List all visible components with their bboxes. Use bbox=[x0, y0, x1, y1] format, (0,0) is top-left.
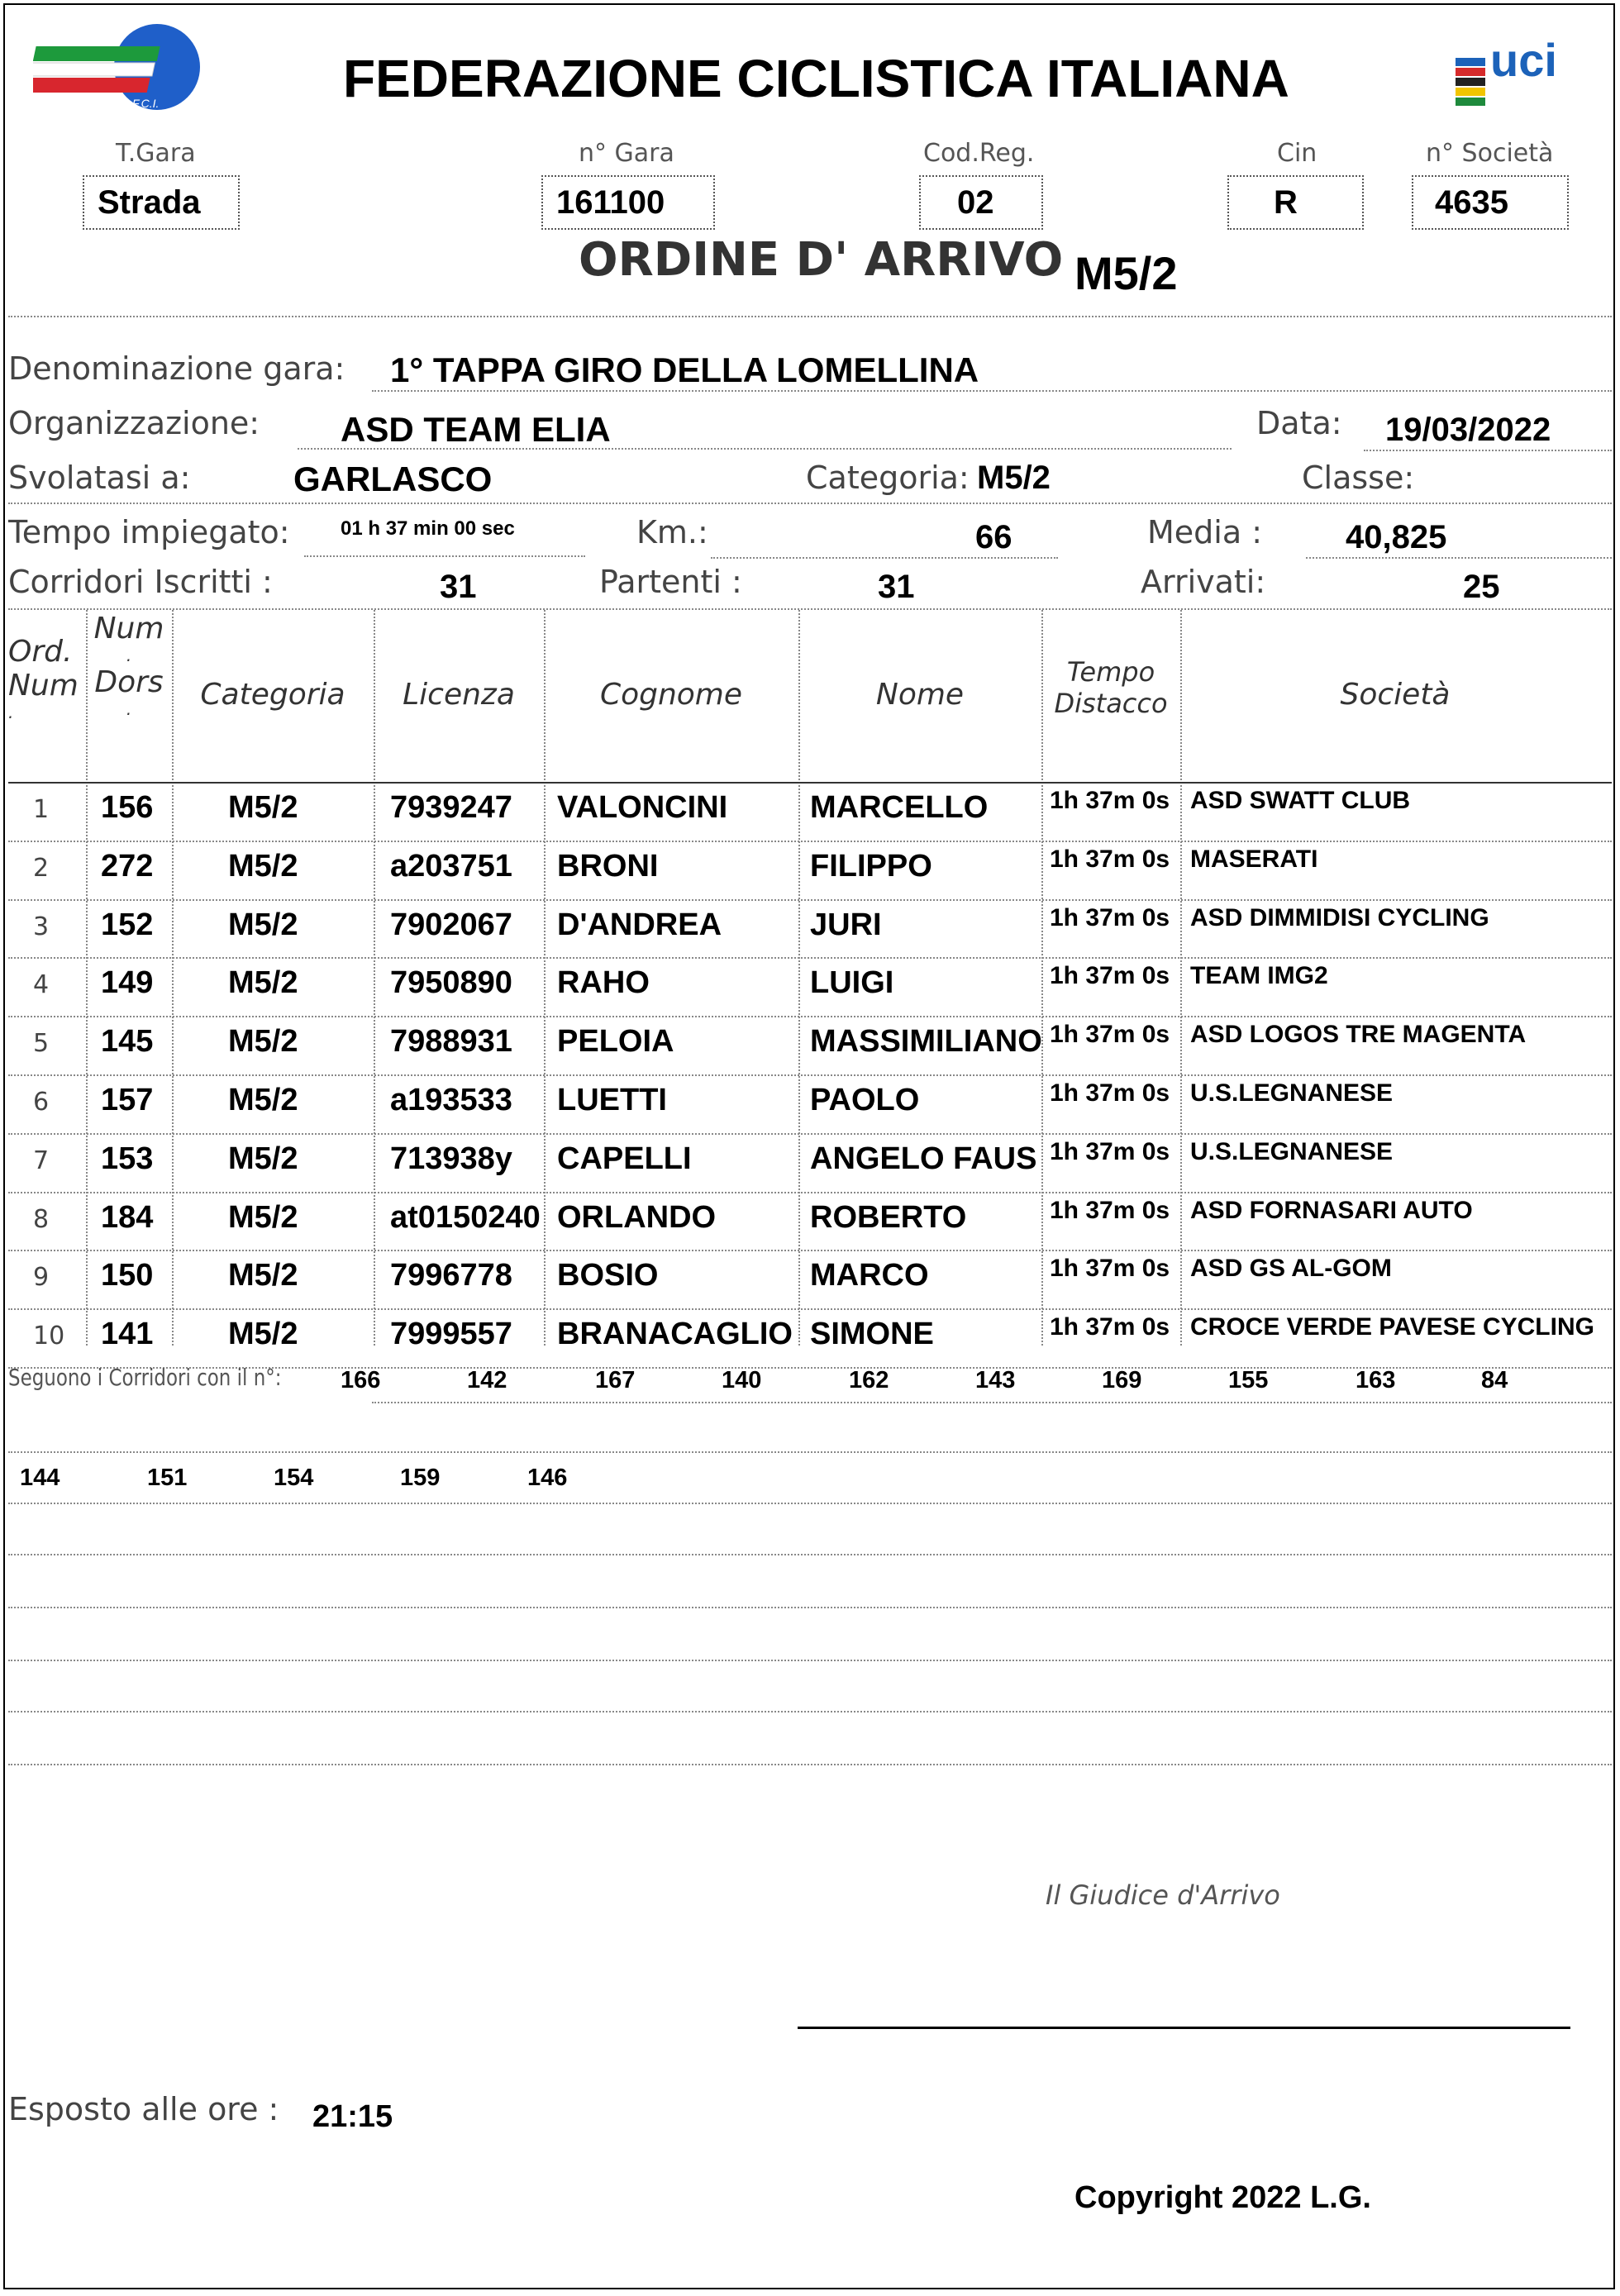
following-number: 162 bbox=[849, 1367, 889, 1393]
following-number: 146 bbox=[527, 1465, 568, 1491]
row-tempo: 1h 37m 0s bbox=[1050, 845, 1170, 873]
row-divider bbox=[8, 1192, 1612, 1193]
row-categoria: M5/2 bbox=[228, 1141, 298, 1176]
row-nome: PAOLO bbox=[810, 1083, 920, 1117]
following-number: 166 bbox=[341, 1367, 381, 1393]
row-categoria: M5/2 bbox=[228, 907, 298, 942]
row-ord: 1 bbox=[33, 795, 50, 824]
row-divider bbox=[8, 899, 1612, 901]
row-societa: U.S.LEGNANESE bbox=[1190, 1137, 1394, 1165]
row-nome: MARCELLO bbox=[810, 790, 989, 825]
row-categoria: M5/2 bbox=[228, 848, 298, 884]
meta-value-nsocieta: 4635 bbox=[1412, 175, 1569, 230]
following-number: 140 bbox=[722, 1367, 762, 1393]
following-number: 154 bbox=[274, 1465, 314, 1491]
federation-title: FEDERAZIONE CICLISTICA ITALIANA bbox=[343, 49, 1289, 108]
header-categoria: Categoria bbox=[200, 678, 345, 712]
signature-line bbox=[798, 2027, 1570, 2029]
organization-label: Organizzazione: bbox=[8, 405, 260, 441]
date-label: Data: bbox=[1256, 405, 1342, 441]
header-tempo: Tempo Distacco bbox=[1054, 656, 1168, 719]
meta-label-tgara: T.Gara bbox=[116, 139, 196, 168]
row-dors: 184 bbox=[101, 1199, 154, 1235]
header-dors: Num . Dors . bbox=[93, 612, 164, 719]
category-label: Categoria: bbox=[806, 460, 970, 496]
row-ord: 8 bbox=[33, 1204, 50, 1234]
row-nome: FILIPPO bbox=[810, 848, 932, 884]
following-number: 144 bbox=[20, 1465, 60, 1491]
row-ord: 4 bbox=[33, 970, 50, 1000]
row-societa: ASD LOGOS TRE MAGENTA bbox=[1190, 1021, 1527, 1049]
following-label: Seguono i Corridori con il n°: bbox=[8, 1364, 282, 1391]
row-categoria: M5/2 bbox=[228, 790, 298, 825]
row-dors: 149 bbox=[101, 965, 154, 1001]
row-divider bbox=[8, 1308, 1612, 1310]
row-nome: ANGELO FAUS bbox=[810, 1141, 1037, 1176]
row-cognome: BRANACAGLIO bbox=[557, 1317, 793, 1352]
row-divider bbox=[8, 1016, 1612, 1017]
row-ord: 9 bbox=[33, 1263, 50, 1293]
row-societa: ASD GS AL-GOM bbox=[1190, 1255, 1392, 1283]
meta-label-cin: Cin bbox=[1277, 139, 1317, 168]
row-licenza: 7999557 bbox=[390, 1317, 512, 1352]
row-nome: MARCO bbox=[810, 1258, 929, 1293]
row-societa: U.S.LEGNANESE bbox=[1190, 1079, 1394, 1107]
row-nome: SIMONE bbox=[810, 1317, 934, 1352]
row-societa: ASD SWATT CLUB bbox=[1190, 787, 1411, 814]
row-tempo: 1h 37m 0s bbox=[1050, 1137, 1170, 1165]
meta-label-ngara: n° Gara bbox=[579, 139, 674, 168]
row-divider bbox=[8, 957, 1612, 959]
arrived-value: 25 bbox=[1463, 569, 1500, 605]
following-number: 155 bbox=[1228, 1367, 1269, 1393]
row-categoria: M5/2 bbox=[228, 965, 298, 1001]
race-name: 1° TAPPA GIRO DELLA LOMELLINA bbox=[390, 350, 979, 389]
time-value: 01 h 37 min 00 sec bbox=[341, 517, 515, 540]
header-ord: Ord. Num . bbox=[8, 635, 79, 722]
row-ord: 6 bbox=[33, 1088, 50, 1117]
row-societa: TEAM IMG2 bbox=[1190, 962, 1328, 990]
following-number: 169 bbox=[1102, 1367, 1142, 1393]
following-number: 151 bbox=[147, 1465, 188, 1491]
average-label: Media : bbox=[1147, 514, 1263, 550]
fci-logo bbox=[33, 21, 207, 112]
row-tempo: 1h 37m 0s bbox=[1050, 962, 1170, 990]
started-value: 31 bbox=[878, 569, 915, 605]
row-tempo: 1h 37m 0s bbox=[1050, 903, 1170, 931]
row-dors: 153 bbox=[101, 1141, 154, 1176]
row-societa: MASERATI bbox=[1190, 845, 1318, 873]
copyright: Copyright 2022 L.G. bbox=[1074, 2180, 1371, 2215]
meta-value-codreg: 02 bbox=[919, 175, 1043, 230]
row-dors: 141 bbox=[101, 1317, 154, 1352]
row-tempo: 1h 37m 0s bbox=[1050, 1313, 1170, 1341]
row-categoria: M5/2 bbox=[228, 1317, 298, 1352]
row-categoria: M5/2 bbox=[228, 1258, 298, 1293]
row-tempo: 1h 37m 0s bbox=[1050, 1079, 1170, 1107]
place-label: Svolatasi a: bbox=[8, 460, 191, 496]
km-label: Km.: bbox=[636, 514, 708, 550]
header-nome: Nome bbox=[875, 678, 965, 712]
category: M5/2 bbox=[977, 460, 1051, 496]
row-ord: 3 bbox=[33, 912, 50, 941]
arrived-label: Arrivati: bbox=[1141, 564, 1266, 600]
following-number: 163 bbox=[1356, 1367, 1396, 1393]
row-tempo: 1h 37m 0s bbox=[1050, 1021, 1170, 1049]
meta-value-tgara: Strada bbox=[83, 175, 240, 230]
row-tempo: 1h 37m 0s bbox=[1050, 1255, 1170, 1283]
meta-label-codreg: Cod.Reg. bbox=[923, 139, 1035, 168]
row-categoria: M5/2 bbox=[228, 1083, 298, 1117]
row-cognome: LUETTI bbox=[557, 1083, 667, 1117]
row-cognome: CAPELLI bbox=[557, 1141, 692, 1176]
row-licenza: 7996778 bbox=[390, 1258, 512, 1293]
row-divider bbox=[8, 841, 1612, 842]
row-licenza: a203751 bbox=[390, 848, 512, 884]
row-nome: LUIGI bbox=[810, 965, 894, 1001]
category-code: M5/2 bbox=[1074, 247, 1178, 299]
row-divider bbox=[8, 1133, 1612, 1135]
meta-value-cin: R bbox=[1227, 175, 1364, 230]
row-categoria: M5/2 bbox=[228, 1024, 298, 1060]
km-value: 66 bbox=[975, 519, 1012, 555]
row-dors: 152 bbox=[101, 907, 154, 942]
meta-label-nsocieta: n° Società bbox=[1426, 139, 1554, 168]
row-ord: 2 bbox=[33, 853, 50, 883]
average-value: 40,825 bbox=[1346, 519, 1447, 555]
posted-label: Esposto alle ore : bbox=[8, 2091, 279, 2127]
row-categoria: M5/2 bbox=[228, 1199, 298, 1235]
header-societa: Società bbox=[1340, 678, 1451, 712]
row-cognome: ORLANDO bbox=[557, 1199, 717, 1235]
enrolled-value: 31 bbox=[440, 569, 477, 605]
row-societa: CROCE VERDE PAVESE CYCLING bbox=[1190, 1313, 1594, 1341]
uci-logo-text: uci bbox=[1490, 34, 1557, 86]
header-licenza: Licenza bbox=[403, 678, 515, 712]
row-societa: ASD DIMMIDISI CYCLING bbox=[1190, 903, 1489, 931]
row-cognome: VALONCINI bbox=[557, 790, 728, 825]
row-licenza: 7950890 bbox=[390, 965, 512, 1001]
row-dors: 145 bbox=[101, 1024, 154, 1060]
row-cognome: BRONI bbox=[557, 848, 659, 884]
row-dors: 272 bbox=[101, 848, 154, 884]
header-cognome: Cognome bbox=[599, 678, 743, 712]
row-ord: 5 bbox=[33, 1029, 50, 1059]
row-cognome: RAHO bbox=[557, 965, 650, 1001]
judge-label: Il Giudice d'Arrivo bbox=[1046, 1879, 1280, 1911]
row-divider bbox=[8, 1074, 1612, 1076]
row-licenza: a193533 bbox=[390, 1083, 512, 1117]
row-dors: 150 bbox=[101, 1258, 154, 1293]
row-licenza: 713938y bbox=[390, 1141, 512, 1176]
started-label: Partenti : bbox=[599, 564, 742, 600]
row-cognome: PELOIA bbox=[557, 1024, 674, 1060]
following-number: 84 bbox=[1481, 1367, 1508, 1393]
row-licenza: 7939247 bbox=[390, 790, 512, 825]
place: GARLASCO bbox=[293, 460, 493, 498]
following-number: 167 bbox=[595, 1367, 636, 1393]
race-name-label: Denominazione gara: bbox=[8, 350, 345, 387]
time-label: Tempo impiegato: bbox=[8, 514, 290, 550]
row-dors: 156 bbox=[101, 790, 154, 825]
following-number: 143 bbox=[975, 1367, 1016, 1393]
uci-logo bbox=[1451, 25, 1591, 116]
document-title: ORDINE D' ARRIVO bbox=[579, 233, 1064, 287]
row-divider bbox=[8, 1250, 1612, 1251]
enrolled-label: Corridori Iscritti : bbox=[8, 564, 273, 600]
row-tempo: 1h 37m 0s bbox=[1050, 1196, 1170, 1224]
fci-logo-text: F.C.I. bbox=[132, 97, 160, 110]
row-nome: ROBERTO bbox=[810, 1199, 967, 1235]
row-ord: 10 bbox=[33, 1322, 65, 1351]
row-nome: JURI bbox=[810, 907, 882, 942]
row-cognome: BOSIO bbox=[557, 1258, 659, 1293]
row-dors: 157 bbox=[101, 1083, 154, 1117]
row-licenza: at0150240 bbox=[390, 1199, 541, 1235]
following-number: 142 bbox=[467, 1367, 507, 1393]
meta-value-ngara: 161100 bbox=[541, 175, 715, 230]
row-nome: MASSIMILIANO bbox=[810, 1024, 1042, 1060]
posted-time: 21:15 bbox=[312, 2099, 393, 2134]
row-licenza: 7902067 bbox=[390, 907, 512, 942]
row-cognome: D'ANDREA bbox=[557, 907, 722, 942]
organization: ASD TEAM ELIA bbox=[341, 410, 611, 449]
row-societa: ASD FORNASARI AUTO bbox=[1190, 1196, 1473, 1224]
class-label: Classe: bbox=[1302, 460, 1415, 496]
following-number: 159 bbox=[400, 1465, 441, 1491]
date: 19/03/2022 bbox=[1385, 412, 1551, 448]
row-tempo: 1h 37m 0s bbox=[1050, 787, 1170, 814]
row-ord: 7 bbox=[33, 1146, 50, 1175]
row-licenza: 7988931 bbox=[390, 1024, 512, 1060]
